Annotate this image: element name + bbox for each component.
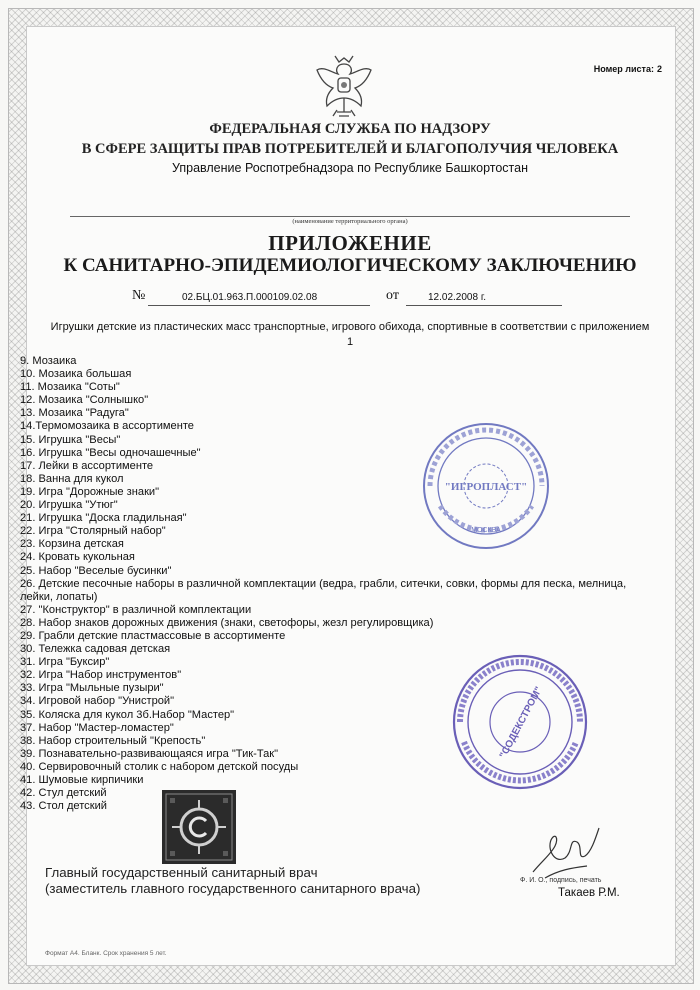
list-item: 13. Мозаика "Радуга": [20, 407, 129, 420]
sheet-number: [591, 64, 662, 74]
department-name: Управление Роспотребнадзора по Республике Башкортостан: [171, 161, 528, 175]
appendix-subtitle: К САНИТАРНО-ЭПИДЕМИОЛОГИЧЕСКОМУ ЗАКЛЮЧЕНИЮ: [63, 255, 637, 276]
agency-title-line1: ФЕДЕРАЛЬНАЯ СЛУЖБА ПО НАДЗОРУ: [209, 121, 491, 137]
handwritten-signature-icon: [525, 820, 605, 885]
list-item: 40. Сервировочный столик с набором детской посуды: [20, 760, 299, 773]
list-item: 19. Игра "Дорожные знаки": [20, 485, 160, 498]
signature-caption: Ф. И. О., подпись, печать: [520, 877, 602, 884]
list-item: 41. Шумовые кирпичики: [20, 774, 144, 786]
list-item: 16. Игрушка "Весы одночашечные": [20, 446, 201, 459]
list-item: 15. Игрушка "Весы": [20, 433, 121, 446]
body-caption: (наименование территориального органа): [292, 218, 408, 225]
list-item: 28. Набор знаков дорожных движения (знаки, светофоры, жезл регулировщика): [20, 616, 434, 629]
list-item: 18. Ванна для кукол: [20, 472, 124, 485]
list-item: 23. Корзина детская: [20, 538, 124, 551]
sodekstrom-round-stamp-icon: [450, 652, 590, 792]
list-item: 29. Грабли детские пластмассовые в ассортименте: [20, 629, 286, 642]
list-item: 21. Игрушка "Доска гладильная": [20, 512, 187, 525]
list-item: 24. Кровать кукольная: [20, 551, 135, 564]
list-item: 17. Лейки в ассортименте: [20, 459, 154, 472]
list-item: 12. Мозаика "Солнышко": [20, 394, 149, 407]
list-item: 26. Детские песочные наборы в различной комплектации (ведра, грабли, ситечки, совки, формы для песка, мелница, лейки, лопаты): [20, 577, 627, 603]
list-item: 20. Игрушка "Утюг": [20, 499, 118, 512]
number-label: №: [132, 288, 146, 303]
list-item: 25. Набор "Веселые бусинки": [20, 564, 172, 577]
certificate-seal-icon: [162, 790, 236, 864]
sheet-number-label: Номер листа:: [593, 64, 654, 74]
date-underline: [406, 305, 562, 306]
chief-doctor-title: Главный государственный санитарный врач: [45, 865, 318, 880]
list-item: 27. "Конструктор" в различной комплектации: [20, 603, 252, 616]
conclusion-date: 12.02.2008 г.: [428, 292, 487, 303]
list-item: 39. Познавательно-развивающаяся игра "Тик-Так": [20, 747, 279, 760]
list-item: 33. Игра "Мыльные пузыри": [20, 682, 164, 695]
number-underline: [148, 305, 370, 306]
date-label: от: [386, 288, 399, 303]
agency-title-line2: В СФЕРЕ ЗАЩИТЫ ПРАВ ПОТРЕБИТЕЛЕЙ И БЛАГОПОЛУЧИЯ ЧЕЛОВЕКА: [81, 141, 619, 157]
list-item: 10. Мозаика большая: [20, 368, 132, 381]
igroplast-round-stamp-icon: [420, 420, 552, 552]
list-item: 11. Мозаика "Соты": [20, 381, 120, 394]
conclusion-number: 02.БЦ.01.963.П.000109.02.08: [182, 292, 318, 303]
list-item: 31. Игра "Буксир": [20, 656, 110, 669]
list-item: 38. Набор строительный "Крепость": [20, 734, 206, 747]
conclusion-number-row: [0, 288, 700, 308]
list-item: 30. Тележка садовая детская: [20, 643, 171, 656]
stamp2-center-text: "СОДЕКСТРОМ": [497, 684, 545, 761]
appendix-title: ПРИЛОЖЕНИЕ: [268, 231, 432, 255]
signer-name: Такаев Р.М.: [558, 887, 620, 899]
list-item: 14.Термомозаика в ассортименте: [20, 420, 194, 433]
list-item: 9. Мозаика: [20, 355, 77, 367]
list-item: 37. Набор "Мастер-ломастер": [20, 721, 174, 734]
list-item: 22. Игра "Столярный набор": [20, 525, 166, 538]
list-item: 42. Стул детский: [20, 787, 107, 800]
stamp1-center-text: "ИГРОПЛАСТ": [444, 481, 528, 493]
body-underline: [70, 216, 630, 217]
list-item: 34. Игровой набор "Унистрой": [20, 695, 175, 708]
list-item: 43. Стол детский: [20, 800, 107, 813]
product-description: Игрушки детские из пластических масс транспортные, игрового обихода, спортивные в соответствии с приложением 1: [50, 321, 650, 348]
deputy-doctor-title: (заместитель главного государственного санитарного врача): [45, 881, 421, 896]
sheet-number-value: 2: [656, 64, 662, 74]
form-footer: Формат А4. Бланк. Срок хранения 5 лет.: [45, 950, 167, 957]
double-headed-eagle-emblem-icon: [313, 50, 375, 120]
list-item: 35. Коляска для кукол 3б.Набор "Мастер": [20, 708, 235, 721]
list-item: 32. Игра "Набор инструментов": [20, 669, 182, 682]
stamp1-bottom-text: МОСКВА: [471, 527, 501, 534]
